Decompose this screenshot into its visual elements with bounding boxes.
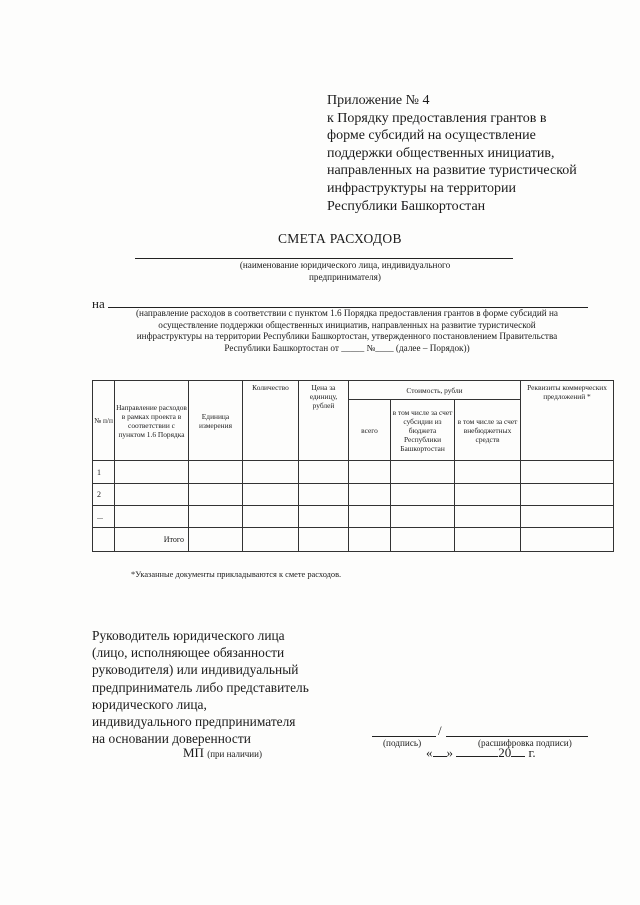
table-cell[interactable] [189,527,243,551]
appendix-line: инфраструктуры на территории [327,180,516,196]
header-cost-own: в том числе за счет внебюджетных средств [455,400,521,461]
appendix-line: направленных на развитие туристической [327,163,577,179]
table-cell[interactable] [391,483,455,505]
signer-line: предприниматель либо представитель [92,679,309,695]
row-number: 2 [93,483,115,505]
header-cost: Стоимость, рубли [349,381,521,400]
table-cell[interactable] [299,527,349,551]
applicant-caption-line: предпринимателя) [309,271,381,282]
table-cell[interactable] [299,505,349,527]
header-num: № п/п [93,381,115,461]
table-cell[interactable] [455,505,521,527]
purpose-prefix: на [92,296,105,311]
signer-line: (лицо, исполняющее обязанности [92,645,285,661]
table-cell[interactable] [521,483,614,505]
table-cell[interactable] [243,505,299,527]
table-cell[interactable] [349,483,391,505]
table-row [93,461,614,483]
applicant-name-line[interactable] [135,258,513,259]
date-day-blank[interactable] [433,744,447,757]
table-cell[interactable] [243,461,299,483]
table-cell[interactable] [349,461,391,483]
table-cell[interactable] [521,505,614,527]
appendix-line: поддержки общественных инициатив, [327,145,555,161]
table-cell[interactable] [243,483,299,505]
total-label: Итого [115,527,189,551]
table-cell[interactable] [299,461,349,483]
date-close-quote: » [446,745,453,760]
table-cell[interactable] [349,505,391,527]
table-cell[interactable] [115,483,189,505]
table-total-row [93,527,614,551]
table-cell [93,527,115,551]
appendix-header [327,92,627,215]
signer-line: юридического лица, [92,696,207,712]
table-cell[interactable] [391,505,455,527]
purpose-caption-line: осуществление поддержки общественных инициатив, направленных на развитие туристической [158,319,536,330]
header-unit: Единица измерения [189,381,243,461]
purpose-caption-line: Республики Башкортостан от _____ №____ (далее – Порядок)) [224,342,470,353]
table-cell[interactable] [521,461,614,483]
row-number: ... [93,505,115,527]
footnote: *Указанные документы прикладываются к смете расходов. [131,570,342,579]
date-field [426,744,536,761]
table-cell[interactable] [455,483,521,505]
date-month-blank[interactable] [456,744,498,757]
table-cell[interactable] [189,461,243,483]
header-price: Цена за единицу, рублей [299,381,349,461]
applicant-caption-line: (наименование юридического лица, индивидуального [239,260,451,270]
signer-line: на основании доверенности [92,731,251,747]
appendix-line: Республики Башкортостан [327,198,486,214]
purpose-caption-line: инфраструктуры на территории Республики Башкортостан, утвержденного постановлением Правительства [136,331,558,342]
date-century: 20 [498,745,512,760]
header-cost-subsidy: в том числе за счет субсидии из бюджета Республики Башкортостан [391,400,455,461]
header-cost-total: всего [349,400,391,461]
appendix-line: к Порядку предоставления грантов в [327,110,547,126]
date-suffix: г. [528,745,536,760]
purpose-caption-line: (направление расходов в соответствии с пунктом 1.6 Порядка предоставления грантов в форме субсидий на [135,308,558,318]
signer-line: Руководитель юридического лица [92,628,285,643]
stamp-label [183,745,262,761]
table-cell[interactable] [243,527,299,551]
signer-line: индивидуального предпринимателя [92,714,296,730]
header-direction: Направление расходов в рамках проекта в соответствии с пунктом 1.6 Порядка [115,381,189,461]
signature-slash: / [438,723,442,738]
appendix-line: Приложение № 4 [327,93,430,108]
table-cell[interactable] [189,505,243,527]
table-row [93,483,614,505]
table-cell[interactable] [115,461,189,483]
table-cell[interactable] [115,505,189,527]
applicant-caption [180,260,510,283]
header-quantity: Количество [243,381,299,461]
date-year-blank[interactable] [511,744,525,757]
date-open-quote: « [426,745,433,760]
table-cell[interactable] [189,483,243,505]
table-cell[interactable] [391,527,455,551]
table-cell[interactable] [521,527,614,551]
table-cell[interactable] [299,483,349,505]
stamp-note: (при наличии) [207,749,262,759]
signature-line[interactable] [372,736,436,737]
appendix-line: форме субсидий на осуществление [327,128,536,144]
sign-caption: (подпись) [383,738,422,748]
table-cell[interactable] [455,527,521,551]
row-number: 1 [93,461,115,483]
signature-decode-line[interactable] [446,736,588,737]
header-requisites: Реквизиты коммерческих предложений * [521,381,614,461]
decode-caption: (расшифровка подписи) [478,738,572,748]
expense-table [92,380,614,552]
signer-block [92,627,309,747]
signer-line: руководителя) или индивидуальный [92,662,299,678]
table-cell[interactable] [455,461,521,483]
table-cell[interactable] [391,461,455,483]
purpose-caption [92,308,602,354]
table-row [93,505,614,527]
table-cell[interactable] [349,527,391,551]
document-title: СМЕТА РАСХОДОВ [278,231,402,246]
stamp-mp: МП [183,745,204,760]
